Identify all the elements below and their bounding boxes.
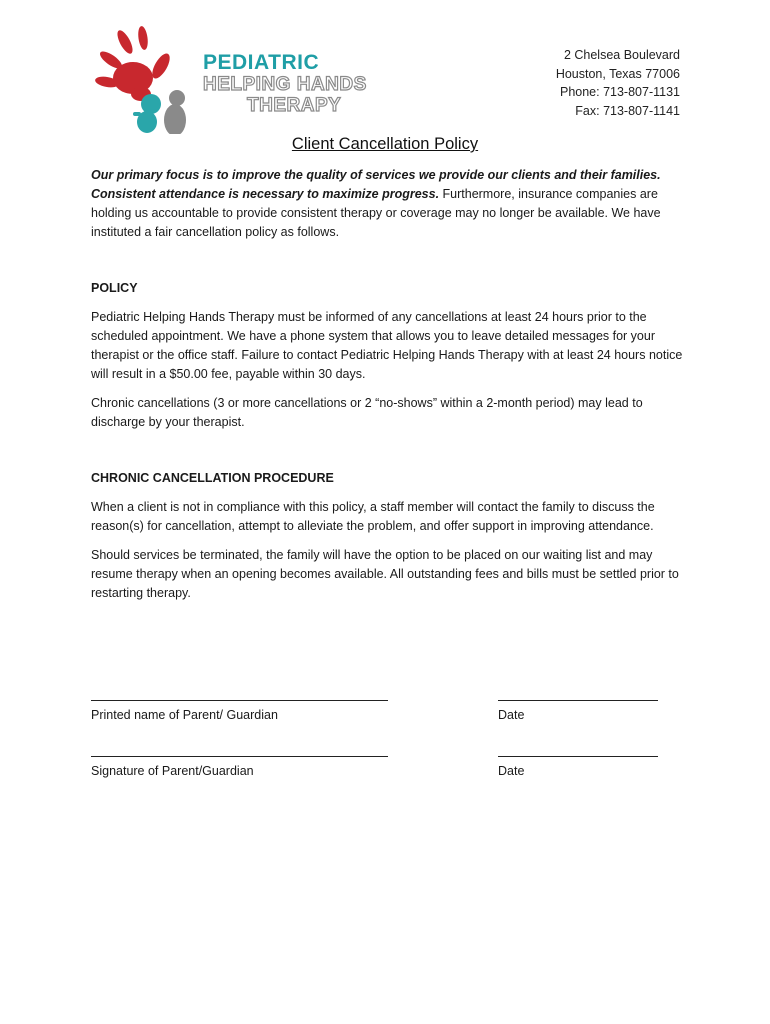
logo-line-helping-hands: HELPING HANDS <box>203 74 367 95</box>
intro-emphasis: Our primary focus is to improve the quality of services we provide our clients and their families. Consistent attendance is necessary to maximize progress. <box>91 168 661 201</box>
document-body <box>91 166 683 613</box>
address-city: Houston, Texas 77006 <box>555 66 680 81</box>
document-title: Client Cancellation Policy <box>291 135 479 153</box>
procedure-heading: CHRONIC CANCELLATION PROCEDURE <box>91 471 334 485</box>
policy-paragraph-1: Pediatric Helping Hands Therapy must be informed of any cancellations at least 24 hours prior to the scheduled appointment. We have a phone system that allows you to leave detailed messages for your therapist or the office staff. Failure to contact Pediatric Helping Hands Therapy with at least 24 hours notice will result in a $50.00 fee, payable within 30 days. <box>91 310 683 381</box>
date-label-1: Date <box>498 708 525 722</box>
company-logo <box>95 26 385 134</box>
logo-wordmark <box>203 52 367 115</box>
policy-heading: POLICY <box>91 281 138 295</box>
logo-line-therapy: THERAPY <box>247 95 342 116</box>
address-street: 2 Chelsea Boulevard <box>563 48 680 62</box>
signature-label: Signature of Parent/Guardian <box>91 764 254 778</box>
address-phone: Phone: 713-807-1131 <box>559 85 680 99</box>
date-label-2: Date <box>498 764 525 778</box>
printed-name-field[interactable] <box>91 700 388 722</box>
intro-rest: Furthermore, insurance companies are holding us accountable to provide consistent therapy or coverage may no longer be available. We have instituted a fair cancellation policy as follows. <box>91 187 661 239</box>
date-line-1[interactable] <box>498 700 658 701</box>
date-line-2[interactable] <box>498 756 658 757</box>
address-fax: Fax: 713-807-1141 <box>575 103 680 118</box>
procedure-paragraph-1: When a client is not in compliance with this policy, a staff member will contact the family to discuss the reason(s) for cancellation, attempt to alleviate the problem, and offer support in improving attendance. <box>91 500 655 533</box>
logo-line-pediatric: PEDIATRIC <box>203 51 320 74</box>
intro-paragraph <box>91 166 683 242</box>
contact-address-block <box>556 46 680 120</box>
policy-paragraph-2: Chronic cancellations (3 or more cancellations or 2 “no-shows” within a 2-month period) may lead to discharge by your therapist. <box>91 396 643 429</box>
procedure-paragraph-2: Should services be terminated, the family will have the option to be placed on our waiting list and may resume therapy when an opening becomes available. All outstanding fees and bills must be settled prior to restarting therapy. <box>91 548 679 600</box>
date-field-1[interactable] <box>498 700 658 722</box>
signature-line[interactable] <box>91 756 388 757</box>
printed-name-line[interactable] <box>91 700 388 701</box>
printed-name-label: Printed name of Parent/ Guardian <box>91 708 278 722</box>
date-field-2[interactable] <box>498 756 658 778</box>
signature-field[interactable] <box>91 756 388 778</box>
